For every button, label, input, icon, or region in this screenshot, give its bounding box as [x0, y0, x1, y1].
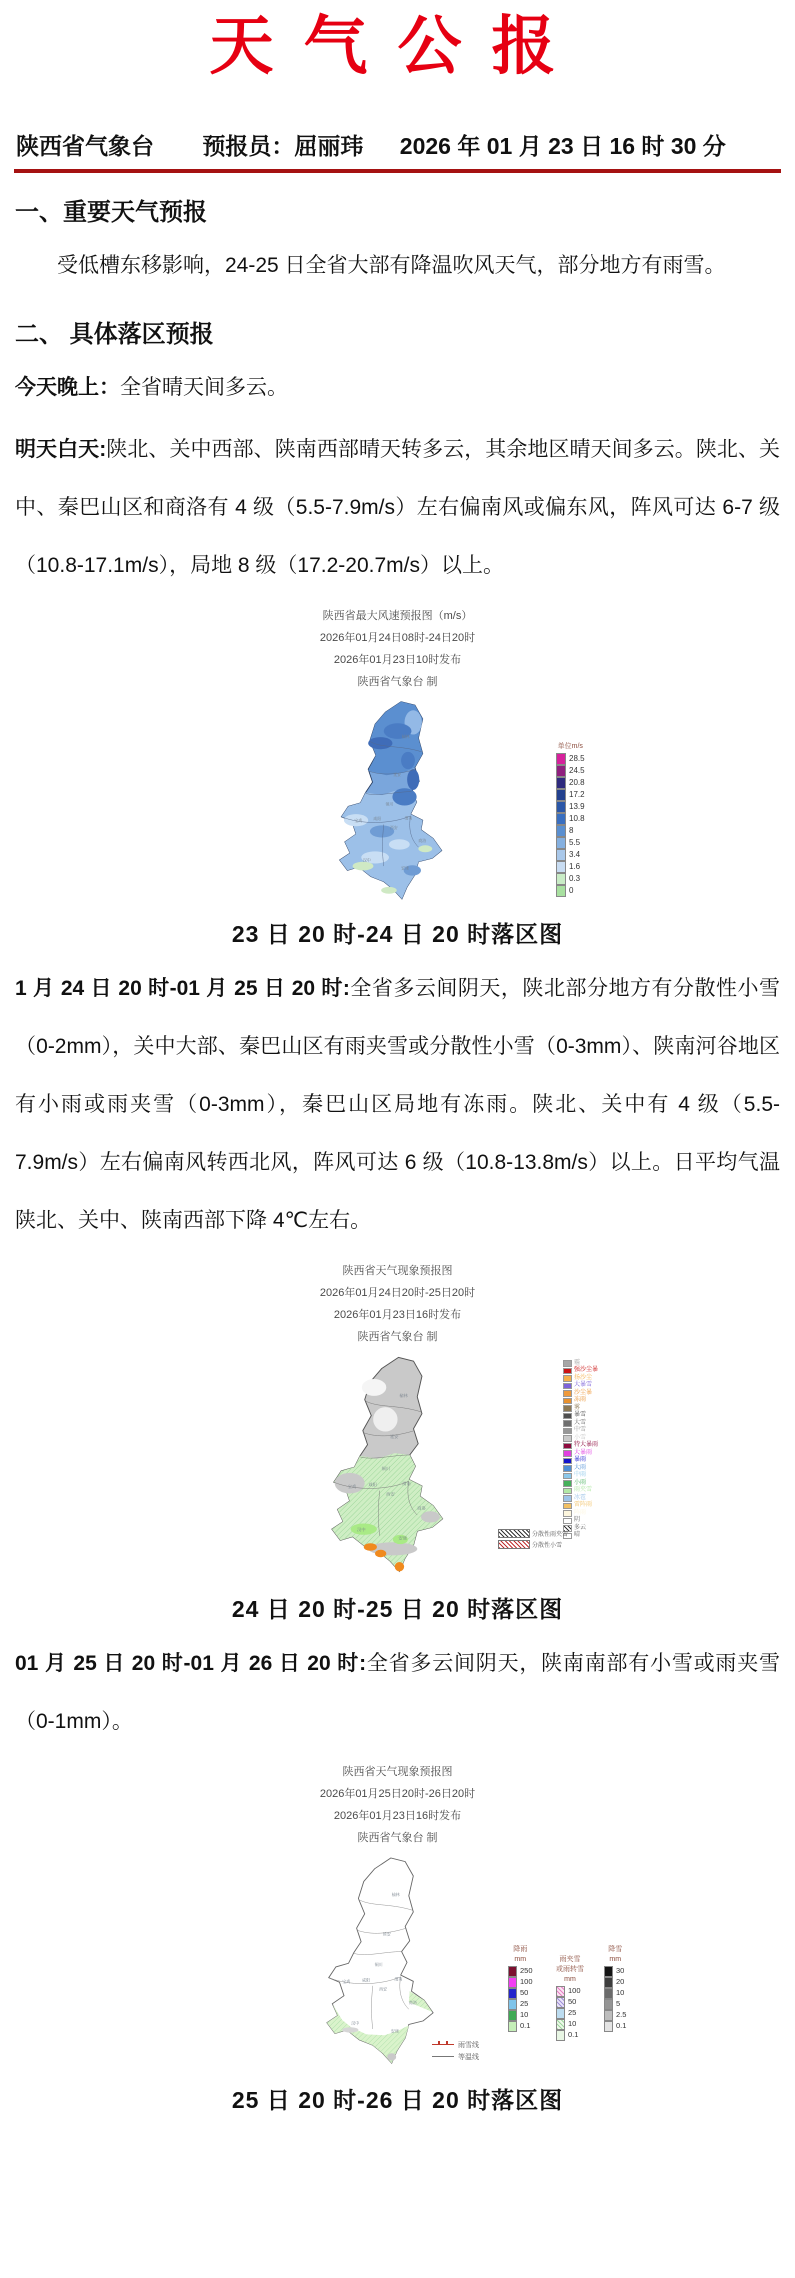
day25-paragraph: [15, 1635, 780, 1751]
tomorrow-lead: 明天白天:: [15, 437, 107, 461]
svg-text:西安: 西安: [385, 1490, 395, 1496]
svg-text:西安: 西安: [389, 824, 398, 830]
shaanxi-phenomena-map-svg-1: [312, 1348, 500, 1592]
phenomena-map-valid-time: 2026年01月24日20时-25日20时: [319, 1286, 476, 1299]
wind-map-issue-time: 2026年01月23日10时发布: [333, 653, 462, 666]
phenomena-map-24-25: [0, 1348, 795, 1597]
svg-text:渭南: 渭南: [401, 1480, 411, 1486]
tomorrow-paragraph: [15, 421, 780, 595]
svg-text:铜川: 铜川: [374, 1961, 383, 1967]
day25-lead: 01 月 25 日 20 时-01 月 26 日 20 时:: [15, 1651, 367, 1675]
svg-text:榆林: 榆林: [398, 1392, 408, 1398]
phenomena-map-valid-time-2: 2026年01月25日20时-26日20时: [319, 1787, 476, 1800]
wind-map-titles: [0, 595, 795, 693]
phenomena-map-issue-time-2: 2026年01月23日16时发布: [333, 1809, 462, 1822]
phenomena-figure-24-25: [0, 1250, 795, 1587]
byline: [14, 128, 781, 173]
wind-map-valid-time: 2026年01月24日08时-24日20时: [319, 631, 476, 644]
phenomena-map-title-2: 陕西省天气现象预报图: [342, 1765, 453, 1778]
boundary-line-legend: 雨雪线 等温线: [432, 2039, 479, 2063]
svg-text:商洛: 商洛: [408, 1999, 417, 2005]
byline-agency: 陕西省气象台: [16, 132, 154, 159]
phenomena-map-titles-1: [0, 1250, 795, 1348]
svg-text:商洛: 商洛: [417, 837, 426, 843]
shaanxi-wind-map-svg: [319, 693, 497, 918]
svg-text:宝鸡: 宝鸡: [353, 817, 362, 823]
svg-text:榆林: 榆林: [391, 1891, 400, 1897]
day24-lead: 1 月 24 日 20 时-01 月 25 日 20 时:: [15, 976, 350, 1000]
svg-text:铜川: 铜川: [385, 801, 393, 807]
byline-datetime: 2026 年 01 月 23 日 16 时 30 分: [399, 132, 726, 159]
svg-text:宝鸡: 宝鸡: [341, 1978, 350, 1984]
svg-text:咸阳: 咸阳: [367, 1481, 377, 1487]
scattered-precip-legend: 分散性雨夹雪 分散性小雪: [498, 1528, 568, 1550]
phenomena-map-credit-2: 陕西省气象台 制: [357, 1831, 438, 1844]
snow-amount-legend: 降雪 mm 30 20 10 5 2.5 0.1: [604, 1946, 626, 2032]
phenomena-map-caption-1: 24 日 20 时-25 日 20 时落区图: [231, 1595, 564, 1622]
day24-paragraph: [15, 960, 780, 1250]
svg-text:安康: 安康: [400, 865, 409, 871]
svg-text:延安: 延安: [392, 771, 401, 777]
section-2-heading: 二、 具体落区预报: [15, 320, 214, 348]
svg-text:铜川: 铜川: [381, 1465, 390, 1471]
svg-text:西安: 西安: [378, 1985, 387, 1991]
section-1-paragraph: 受低槽东移影响，24-25 日全省大部有降温吹风天气，部分地方有雨雪。: [57, 253, 726, 277]
phenomena-map-caption-2: 25 日 20 时-26 日 20 时落区图: [231, 2086, 564, 2113]
svg-text:延安: 延安: [382, 1930, 391, 1936]
svg-text:咸阳: 咸阳: [372, 815, 381, 821]
phenomena-map-titles-2: [0, 1751, 795, 1849]
svg-text:商洛: 商洛: [416, 1505, 426, 1511]
phenomena-map-25-26: [0, 1849, 795, 2088]
phenomena-map-credit: 陕西省气象台 制: [357, 1330, 438, 1343]
svg-text:汉中: 汉中: [356, 1526, 366, 1532]
svg-text:汉中: 汉中: [350, 2020, 359, 2026]
section-1-heading: 一、重要天气预报: [15, 198, 207, 226]
wind-speed-legend: 单位m/s 28.5 24.5 20.8 17.2 13.9 10.8 8 5.5 3.4 1.6 0.3 0: [557, 742, 585, 895]
svg-text:安康: 安康: [397, 1535, 407, 1541]
phenomena-figure-25-26: [0, 1751, 795, 2078]
svg-text:宝鸡: 宝鸡: [347, 1483, 356, 1489]
svg-text:渭南: 渭南: [404, 814, 412, 820]
day25-text: 全省多云间阴天，陕南南部有小雪或雨夹雪（0-1mm）。: [15, 1651, 780, 1733]
tonight-lead: 今天晚上：: [15, 375, 120, 399]
byline-forecaster: 预报员：屈丽玮: [202, 132, 364, 159]
svg-text:渭南: 渭南: [393, 1975, 402, 1981]
svg-text:汉中: 汉中: [362, 857, 371, 863]
wind-map-title: 陕西省最大风速预报图（m/s）: [322, 609, 473, 622]
phenomena-map-issue-time: 2026年01月23日16时发布: [333, 1308, 462, 1321]
svg-text:咸阳: 咸阳: [361, 1976, 370, 1982]
wind-map: [0, 693, 795, 923]
tomorrow-text: 陕北、关中西部、陕南西部晴天转多云，其余地区晴天间多云。陕北、关中、秦巴山区和商洛有 4 级（5.5-7.9m/s）左右偏南风或偏东风，阵风可达 6-7 级（10.8-17.1m/s），局地 8 级（17.2-20.7m/s）以上。: [15, 437, 780, 577]
svg-text:安康: 安康: [390, 2028, 399, 2034]
document-body: [0, 193, 795, 595]
day24-text: 全省多云间阴天，陕北部分地方有分散性小雪（0-2mm），关中大部、秦巴山区有雨夹雪或分散性小雪（0-3mm）、陕南河谷地区有小雨或雨夹雪（0-3mm），秦巴山区局地有冻雨。陕北、关中有 4 级（5.5-7.9m/s）左右偏南风转西北风，阵风可达 6 级（10.8-13.8m/s）以上。日平均气温陕北、关中、陕南西部下降 4℃左右。: [15, 976, 780, 1232]
svg-text:榆林: 榆林: [401, 733, 410, 739]
rain-amount-legend: 降雨 mm 250 100 50 25 10 0.1: [508, 1946, 533, 2032]
sleet-amount-legend: 雨夹雪 或雨转雪 mm 100 50 25 10 0.1: [556, 1955, 584, 2040]
phenomena-map-title: 陕西省天气现象预报图: [342, 1264, 453, 1277]
wind-map-credit: 陕西省气象台 制: [357, 675, 438, 688]
tonight-paragraph: [15, 359, 780, 417]
page-title: 天气公报: [209, 10, 586, 82]
tonight-text: 全省晴天间多云。: [120, 375, 288, 399]
wind-speed-figure: [0, 595, 795, 912]
phenomena-legend: 霾 强沙尘暴 扬沙尘 大暴雪 沙尘暴 冻雨 雾 暴雪 大雪 中雪 小雪 特大暴雨 大暴雨 暴雨 大雨 中雨 小雨 雨夹雪 冰雹 雷阵雨 阵雨 阴 多云 晴: [563, 1360, 598, 1540]
wind-map-caption: 23 日 20 时-24 日 20 时落区图: [231, 920, 564, 947]
svg-text:延安: 延安: [389, 1433, 398, 1439]
